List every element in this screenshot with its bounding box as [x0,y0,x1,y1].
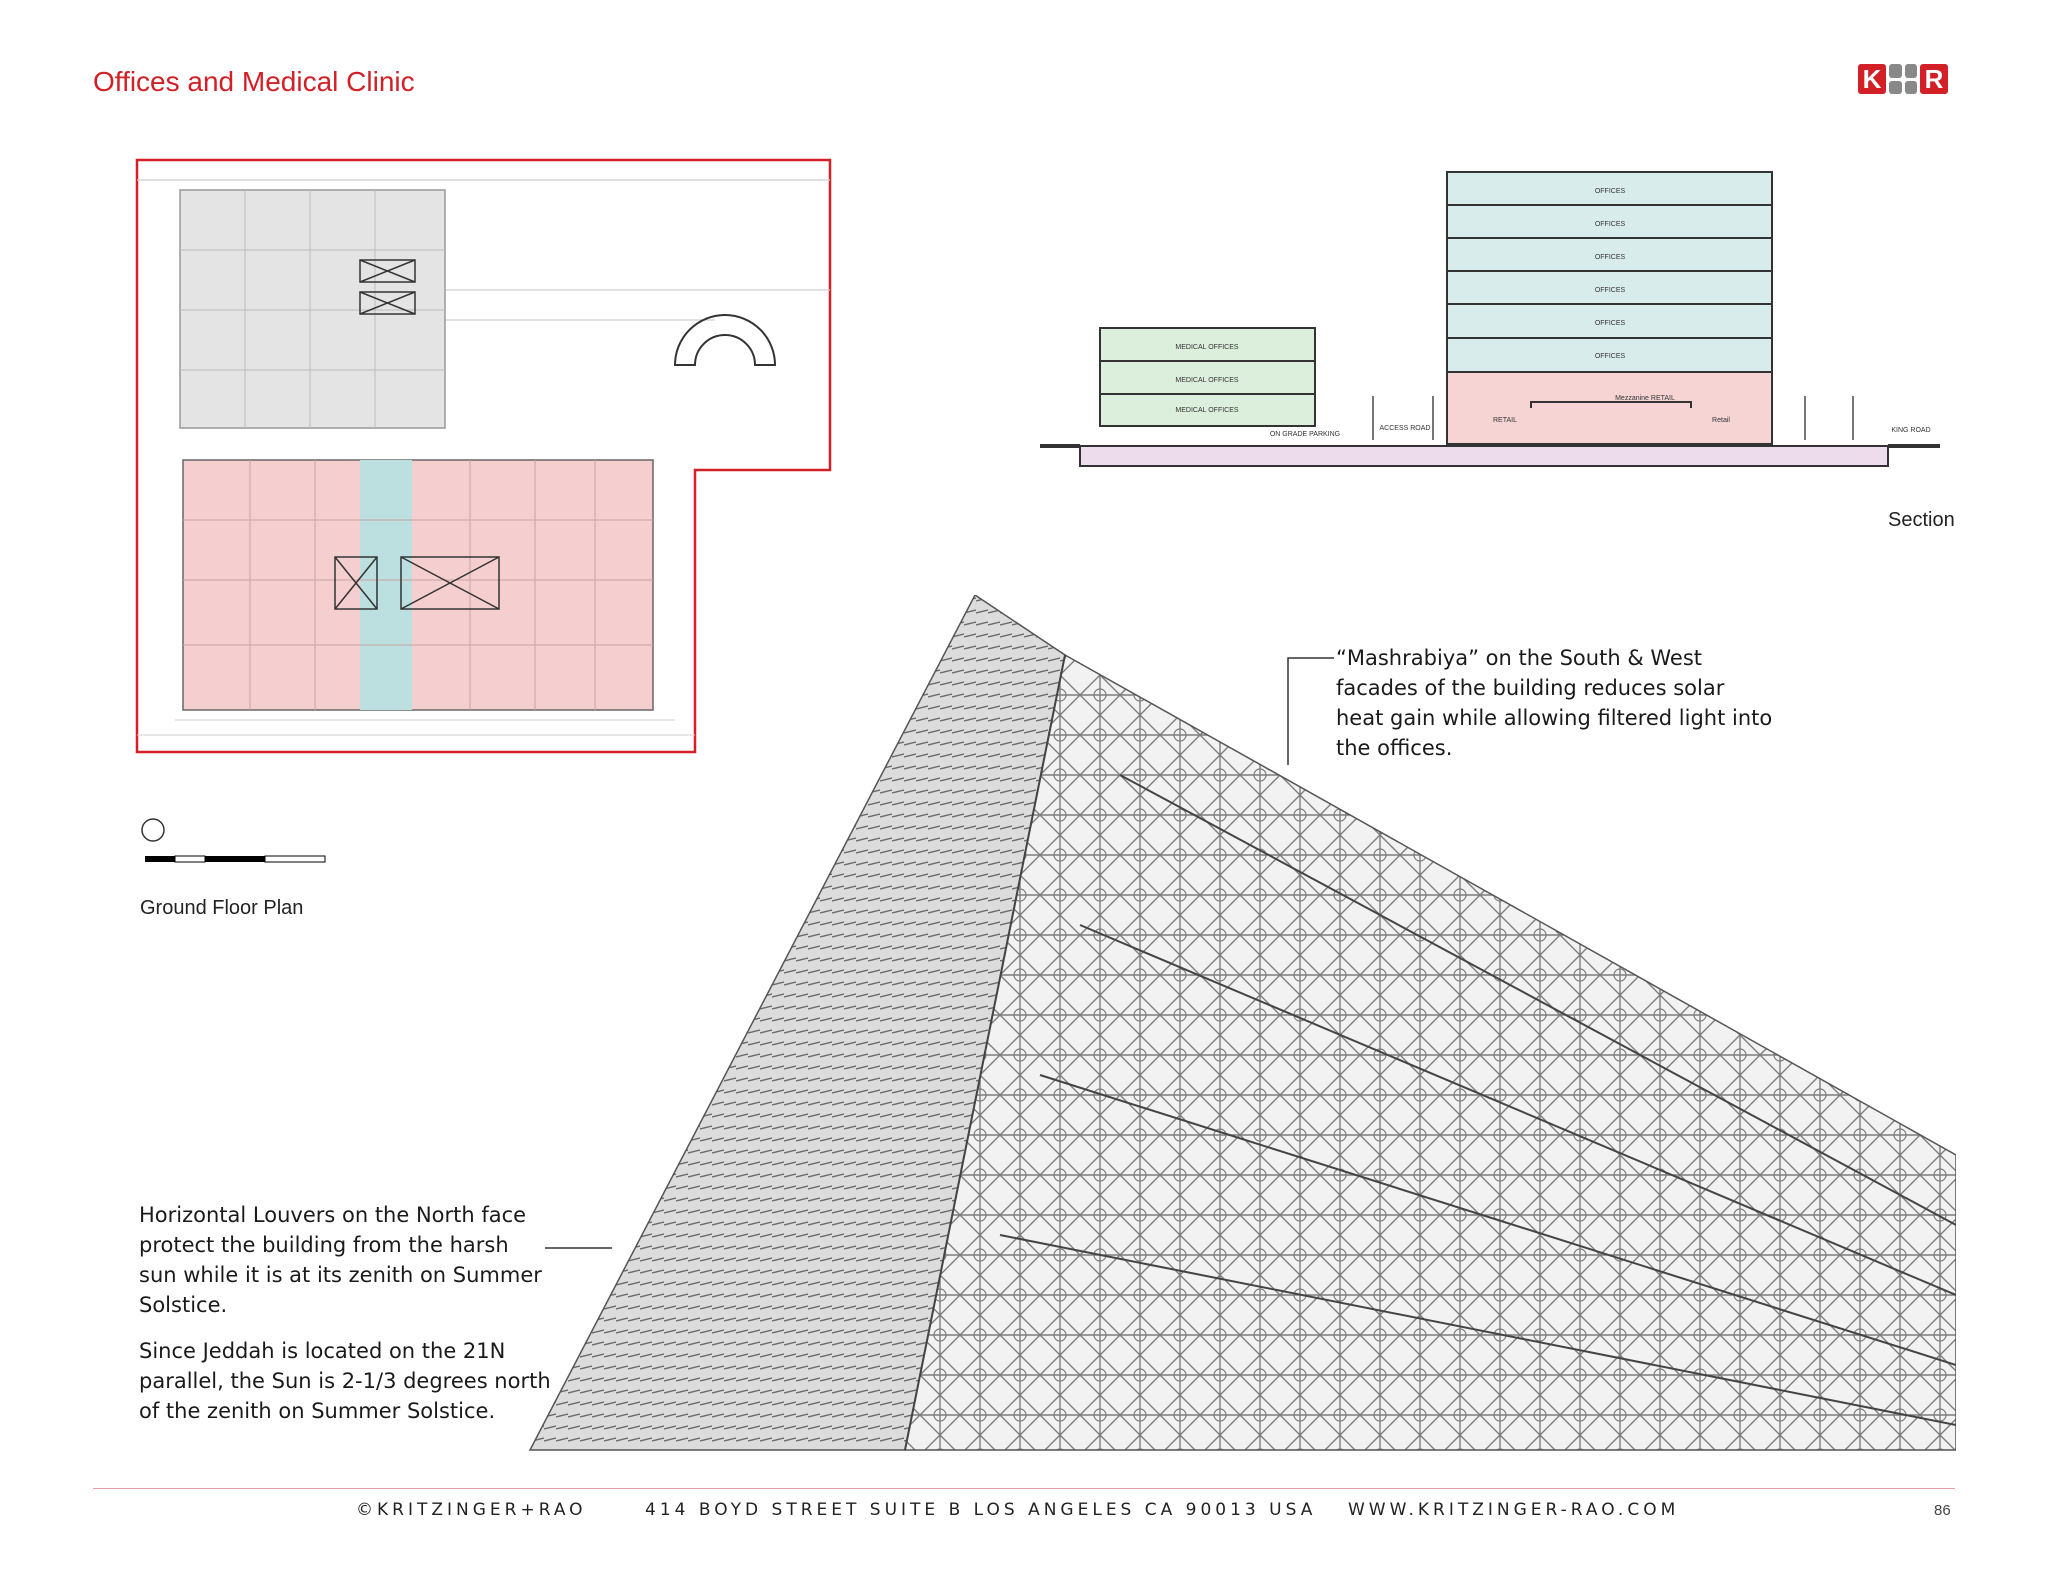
footer-address: 414 BOYD STREET SUITE B LOS ANGELES CA 90013 USA [645,1500,1317,1520]
kr-logo [1858,64,1948,94]
tower-retail [1447,372,1772,444]
page-number: 86 [1934,1502,1951,1519]
logo-letter-k: K [1858,64,1886,94]
core-zone [360,460,412,710]
medical-floor-label: MEDICAL OFFICES [1175,344,1239,351]
access-road-label: ACCESS ROAD [1379,425,1431,432]
basement [1080,446,1888,466]
floor-plan-caption: Ground Floor Plan [140,897,304,919]
footer-website: WWW.KRITZINGER-RAO.COM [1348,1500,1680,1520]
retail-left-label: RETAIL [1493,417,1517,424]
mashrabiya-facade [905,655,1956,1450]
retail-right-label: Retail [1712,417,1730,424]
mashrabiya-annotation: “Mashrabiya” on the South & West facades of the building reduces solar heat gain while allowing filtered light into the offices. [1336,646,1773,760]
logo-dots-icon [1889,64,1917,94]
footer-divider [93,1488,1955,1489]
logo-letter-r: R [1920,64,1948,94]
footer-copyright: ©KRITZINGER+RAO [356,1500,587,1520]
page-title: Offices and Medical Clinic [93,66,415,97]
medical-floor-label: MEDICAL OFFICES [1175,407,1239,414]
tower-floor-label: OFFICES [1594,287,1626,294]
tower-floor-label: OFFICES [1594,221,1626,228]
tower-floor-label: OFFICES [1594,254,1626,261]
north-arrow-icon [142,819,164,841]
parking-block [180,190,445,428]
king-road-label: KING ROAD [1891,427,1931,434]
medical-floor-label: MEDICAL OFFICES [1175,377,1239,384]
tower-floor-label: OFFICES [1594,353,1626,360]
louvers-annotation: Horizontal Louvers on the North face protect the building from the harsh sun while it is at its zenith on Summer Solstice. [139,1203,542,1317]
grade-parking-label: ON GRADE PARKING [1269,431,1341,438]
building-section [1035,150,1955,490]
tower-floor-label: OFFICES [1594,188,1626,195]
section-caption: Section [1888,509,1955,531]
parking-ramp [675,315,775,365]
jeddah-annotation: Since Jeddah is located on the 21N parallel, the Sun is 2-1/3 degrees north of the zenith on Summer Solstice. [139,1339,551,1423]
scale-bar [145,856,325,862]
retail-mezz-label: Mezzanine RETAIL [1615,395,1675,402]
tower-floor-label: OFFICES [1594,320,1626,327]
